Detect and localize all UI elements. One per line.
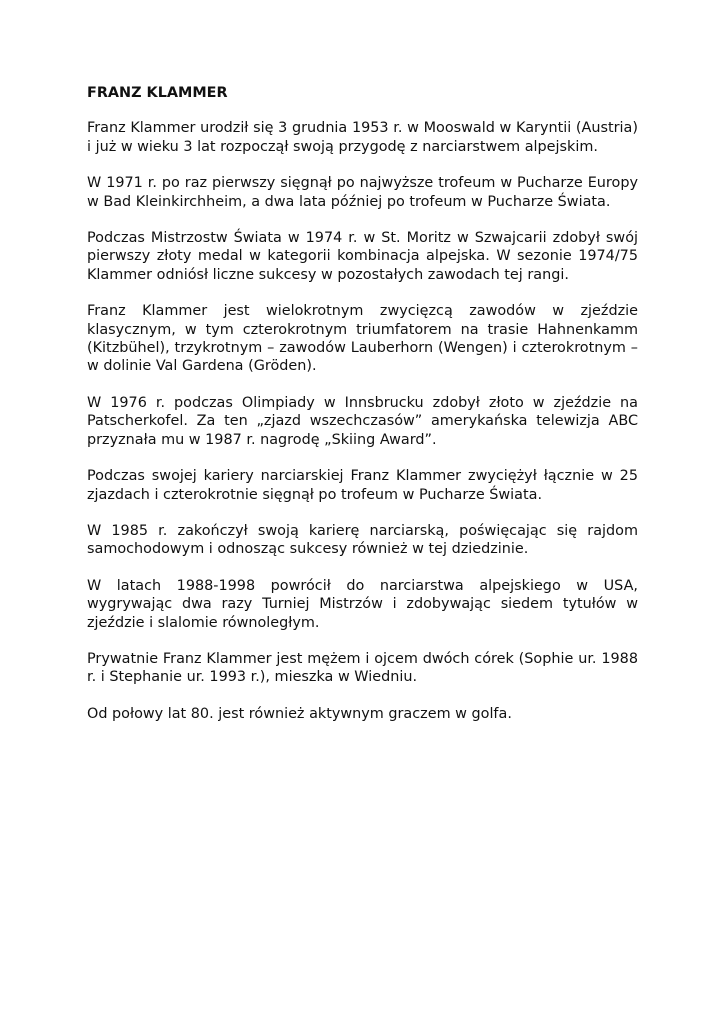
paragraph-retirement: W 1985 r. zakończył swoją karierę narciarską, poświęcając się rajdom samochodowym i odnosząc sukcesy również w tej dziedzinie. [87,522,638,558]
paragraph-golf: Od połowy lat 80. jest również aktywnym graczem w golfa. [87,705,512,722]
paragraph-comeback: W latach 1988-1998 powrócił do narciarstwa alpejskiego w USA, wygrywając dwa razy Turniej Mistrzów i zdobywając siedem tytułów w zjeździe i slalomie równoległym. [87,577,638,631]
document-page [87,84,638,741]
paragraph-olympics: W 1976 r. podczas Olimpiady w Innsbrucku zdobył złoto w zjeździe na Patscherkofel. Za ten „zjazd wszechczasów” amerykańska telewizja ABC przyznała mu w 1987 r. nagrodę „Skiing Award”. [87,394,638,448]
document-title: FRANZ KLAMMER [87,85,228,101]
paragraph-world-championship: Podczas Mistrzostw Świata w 1974 r. w St. Moritz w Szwajcarii zdobył swój pierwszy złoty medal w kategorii kombinacja alpejska. W sezonie 1974/75 Klammer odniósł liczne sukcesy w pozostałych zawodach tej rangi. [87,230,638,283]
paragraph-birth: Franz Klammer urodził się 3 grudnia 1953 r. w Mooswald w Karyntii (Austria) i już w wieku 3 lat rozpoczął swoją przygodę z narciarstwem alpejskim. [87,120,638,155]
paragraph-career-total: Podczas swojej kariery narciarskiej Franz Klammer zwyciężył łącznie w 25 zjazdach i czterokrotnie sięgnął po trofeum w Pucharze Świata. [87,468,638,503]
paragraph-private-life: Prywatnie Franz Klammer jest mężem i ojcem dwóch córek (Sophie ur. 1988 r. i Stephanie ur. 1993 r.), mieszka w Wiedniu. [87,650,638,686]
paragraph-downhill-wins: Franz Klammer jest wielokrotnym zwycięzcą zawodów w zjeździe klasycznym, w tym czterokrotnym triumfatorem na trasie Hahnenkamm (Kitzbühel), trzykrotnym – zawodów Lauberhorn (Wengen) i czterokrotnym – w dolinie Val Gardena (Gröden). [87,303,638,375]
paragraph-first-trophy: W 1971 r. po raz pierwszy sięgnął po najwyższe trofeum w Pucharze Europy w Bad Kleinkirchheim, a dwa lata później po trofeum w Pucharze Świata. [87,175,638,210]
